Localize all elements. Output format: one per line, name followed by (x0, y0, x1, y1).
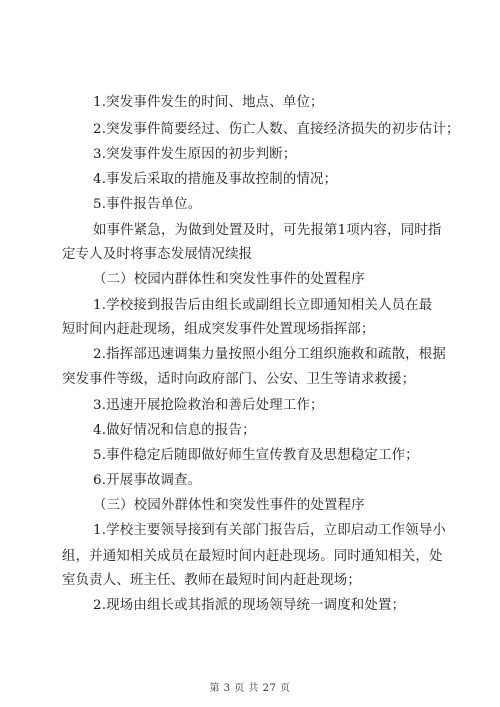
list-item-continuation: 室负责人、班主任、教师在最短时间内赶赴现场； (62, 573, 361, 588)
list-item-continuation: 短时间内赶赴现场，组成突发事件处置现场指挥部； (62, 322, 375, 337)
list-item: 1.学校接到报告后由组长或副组长立即通知相关人员在最 (93, 298, 433, 313)
section-heading: （二）校园内群体性和突发性事件的处置程序 (93, 272, 365, 287)
list-item: 3.突发事件发生原因的初步判断； (93, 147, 297, 162)
list-item: 1.学校主要领导接到有关部门报告后，立即启动工作领导小 (93, 523, 446, 538)
page-number-footer: 第 3 页 共 27 页 (209, 683, 291, 694)
list-item: 1.突发事件发生的时间、地点、单位； (93, 95, 324, 110)
list-item: 2.现场由组长或其指派的现场领导统一调度和处置； (93, 598, 406, 613)
list-item: 4.做好情况和信息的报告； (93, 423, 256, 438)
list-item-continuation: 突发事件等级，适时向政府部门、公安、卫生等请求救援； (62, 372, 416, 387)
list-item: 5.事件报告单位。 (93, 197, 202, 212)
list-item: 3.迅速开展抢险救治和善后处理工作； (93, 398, 324, 413)
list-item: 2.指挥部迅速调集力量按照小组分工组织施救和疏散，根据 (93, 347, 446, 362)
section-heading: （三）校园外群体性和突发性事件的处置程序 (93, 498, 365, 513)
paragraph-line: 如事件紧急，为做到处置及时，可先报第1项内容，同时指 (93, 223, 442, 238)
list-item: 2.突发事件简要经过、伤亡人数、直接经济损失的初步估计； (93, 122, 460, 137)
paragraph-line: 定专人及时将事态发展情况续报 (62, 247, 253, 262)
list-item: 4.事发后采取的措施及事故控制的情况； (93, 172, 338, 187)
list-item-continuation: 组，并通知相关成员在最短时间内赶赴现场。同时通知相关，处 (62, 549, 443, 564)
list-item: 5.事件稳定后随即做好师生宣传教育及思想稳定工作； (93, 448, 419, 463)
list-item: 6.开展事故调查。 (93, 473, 202, 488)
